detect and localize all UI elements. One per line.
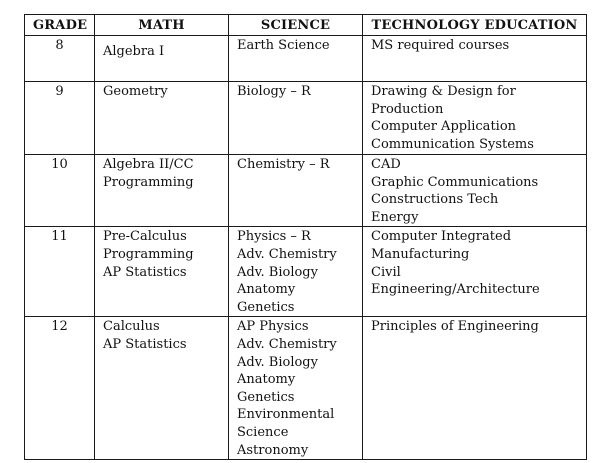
technology-cell xyxy=(363,36,587,82)
technology-cell xyxy=(363,317,587,460)
grade-cell xyxy=(25,36,95,82)
grade-value: 11 xyxy=(51,229,68,245)
science-cell xyxy=(229,317,363,460)
science-course: Environmental xyxy=(237,407,335,423)
grade-cell xyxy=(25,155,95,227)
technology-course: Production xyxy=(371,101,444,117)
science-course: Adv. Chemistry xyxy=(237,336,337,352)
math-course: Programming xyxy=(103,246,194,262)
technology-course: Graphic Communications xyxy=(371,174,539,190)
technology-cell xyxy=(363,82,587,155)
science-course: Genetics xyxy=(237,299,295,315)
science-cell xyxy=(229,82,363,155)
math-cell xyxy=(95,82,229,155)
math-course: AP Statistics xyxy=(103,336,187,352)
header-grade: GRADE xyxy=(25,15,95,36)
header-row xyxy=(25,15,587,36)
math-cell xyxy=(95,36,229,82)
technology-course: Principles of Engineering xyxy=(371,319,539,335)
table-row xyxy=(25,155,587,227)
science-course: Astronomy xyxy=(237,442,309,458)
header-math: MATH xyxy=(95,15,229,36)
technology-course: Constructions Tech xyxy=(371,192,499,208)
technology-course: MS required courses xyxy=(371,38,510,53)
science-cell xyxy=(229,155,363,227)
math-cell xyxy=(95,155,229,227)
math-course: Algebra II/CC xyxy=(103,157,194,172)
science-course: Genetics xyxy=(237,389,295,405)
math-course: Pre-Calculus xyxy=(103,229,187,245)
technology-course: Engineering/Architecture xyxy=(371,282,540,298)
technology-course: Computer Application xyxy=(371,119,517,135)
science-course: Biology – R xyxy=(237,84,311,99)
grade-value: 10 xyxy=(51,157,68,172)
science-course: AP Physics xyxy=(237,319,309,335)
science-course: Anatomy xyxy=(237,282,296,298)
header-science: SCIENCE xyxy=(229,15,363,36)
table-row xyxy=(25,227,587,317)
math-cell xyxy=(95,317,229,460)
math-course: Algebra I xyxy=(103,44,165,59)
grade-cell xyxy=(25,227,95,317)
table-row xyxy=(25,82,587,155)
science-cell xyxy=(229,36,363,82)
grade-cell xyxy=(25,82,95,155)
technology-cell xyxy=(363,227,587,317)
technology-course: Energy xyxy=(371,209,419,225)
math-course: Programming xyxy=(103,174,194,190)
technology-course: Computer Integrated xyxy=(371,229,512,245)
science-cell xyxy=(229,227,363,317)
technology-course: Civil xyxy=(371,264,401,280)
science-course: Adv. Chemistry xyxy=(237,246,337,262)
science-course: Adv. Biology xyxy=(237,264,318,280)
technology-course: Manufacturing xyxy=(371,246,470,262)
science-course: Physics – R xyxy=(237,229,311,245)
technology-course: Drawing & Design for xyxy=(371,84,516,99)
math-course: Calculus xyxy=(103,319,160,335)
math-course: Geometry xyxy=(103,84,168,99)
technology-course: CAD xyxy=(371,157,401,172)
course-table xyxy=(24,14,587,460)
science-course: Chemistry – R xyxy=(237,157,330,172)
science-course: Earth Science xyxy=(237,38,330,53)
science-course: Science xyxy=(237,424,289,440)
header-technology-education: TECHNOLOGY EDUCATION xyxy=(363,15,587,36)
science-course: Anatomy xyxy=(237,372,296,388)
math-course: AP Statistics xyxy=(103,264,187,280)
grade-value: 9 xyxy=(55,84,64,99)
grade-value: 12 xyxy=(51,319,68,335)
technology-cell xyxy=(363,155,587,227)
table-row xyxy=(25,317,587,460)
grade-cell xyxy=(25,317,95,460)
technology-course: Communication Systems xyxy=(371,136,534,152)
science-course: Adv. Biology xyxy=(237,354,318,370)
grade-value: 8 xyxy=(55,38,64,53)
math-cell xyxy=(95,227,229,317)
table-row xyxy=(25,36,587,82)
